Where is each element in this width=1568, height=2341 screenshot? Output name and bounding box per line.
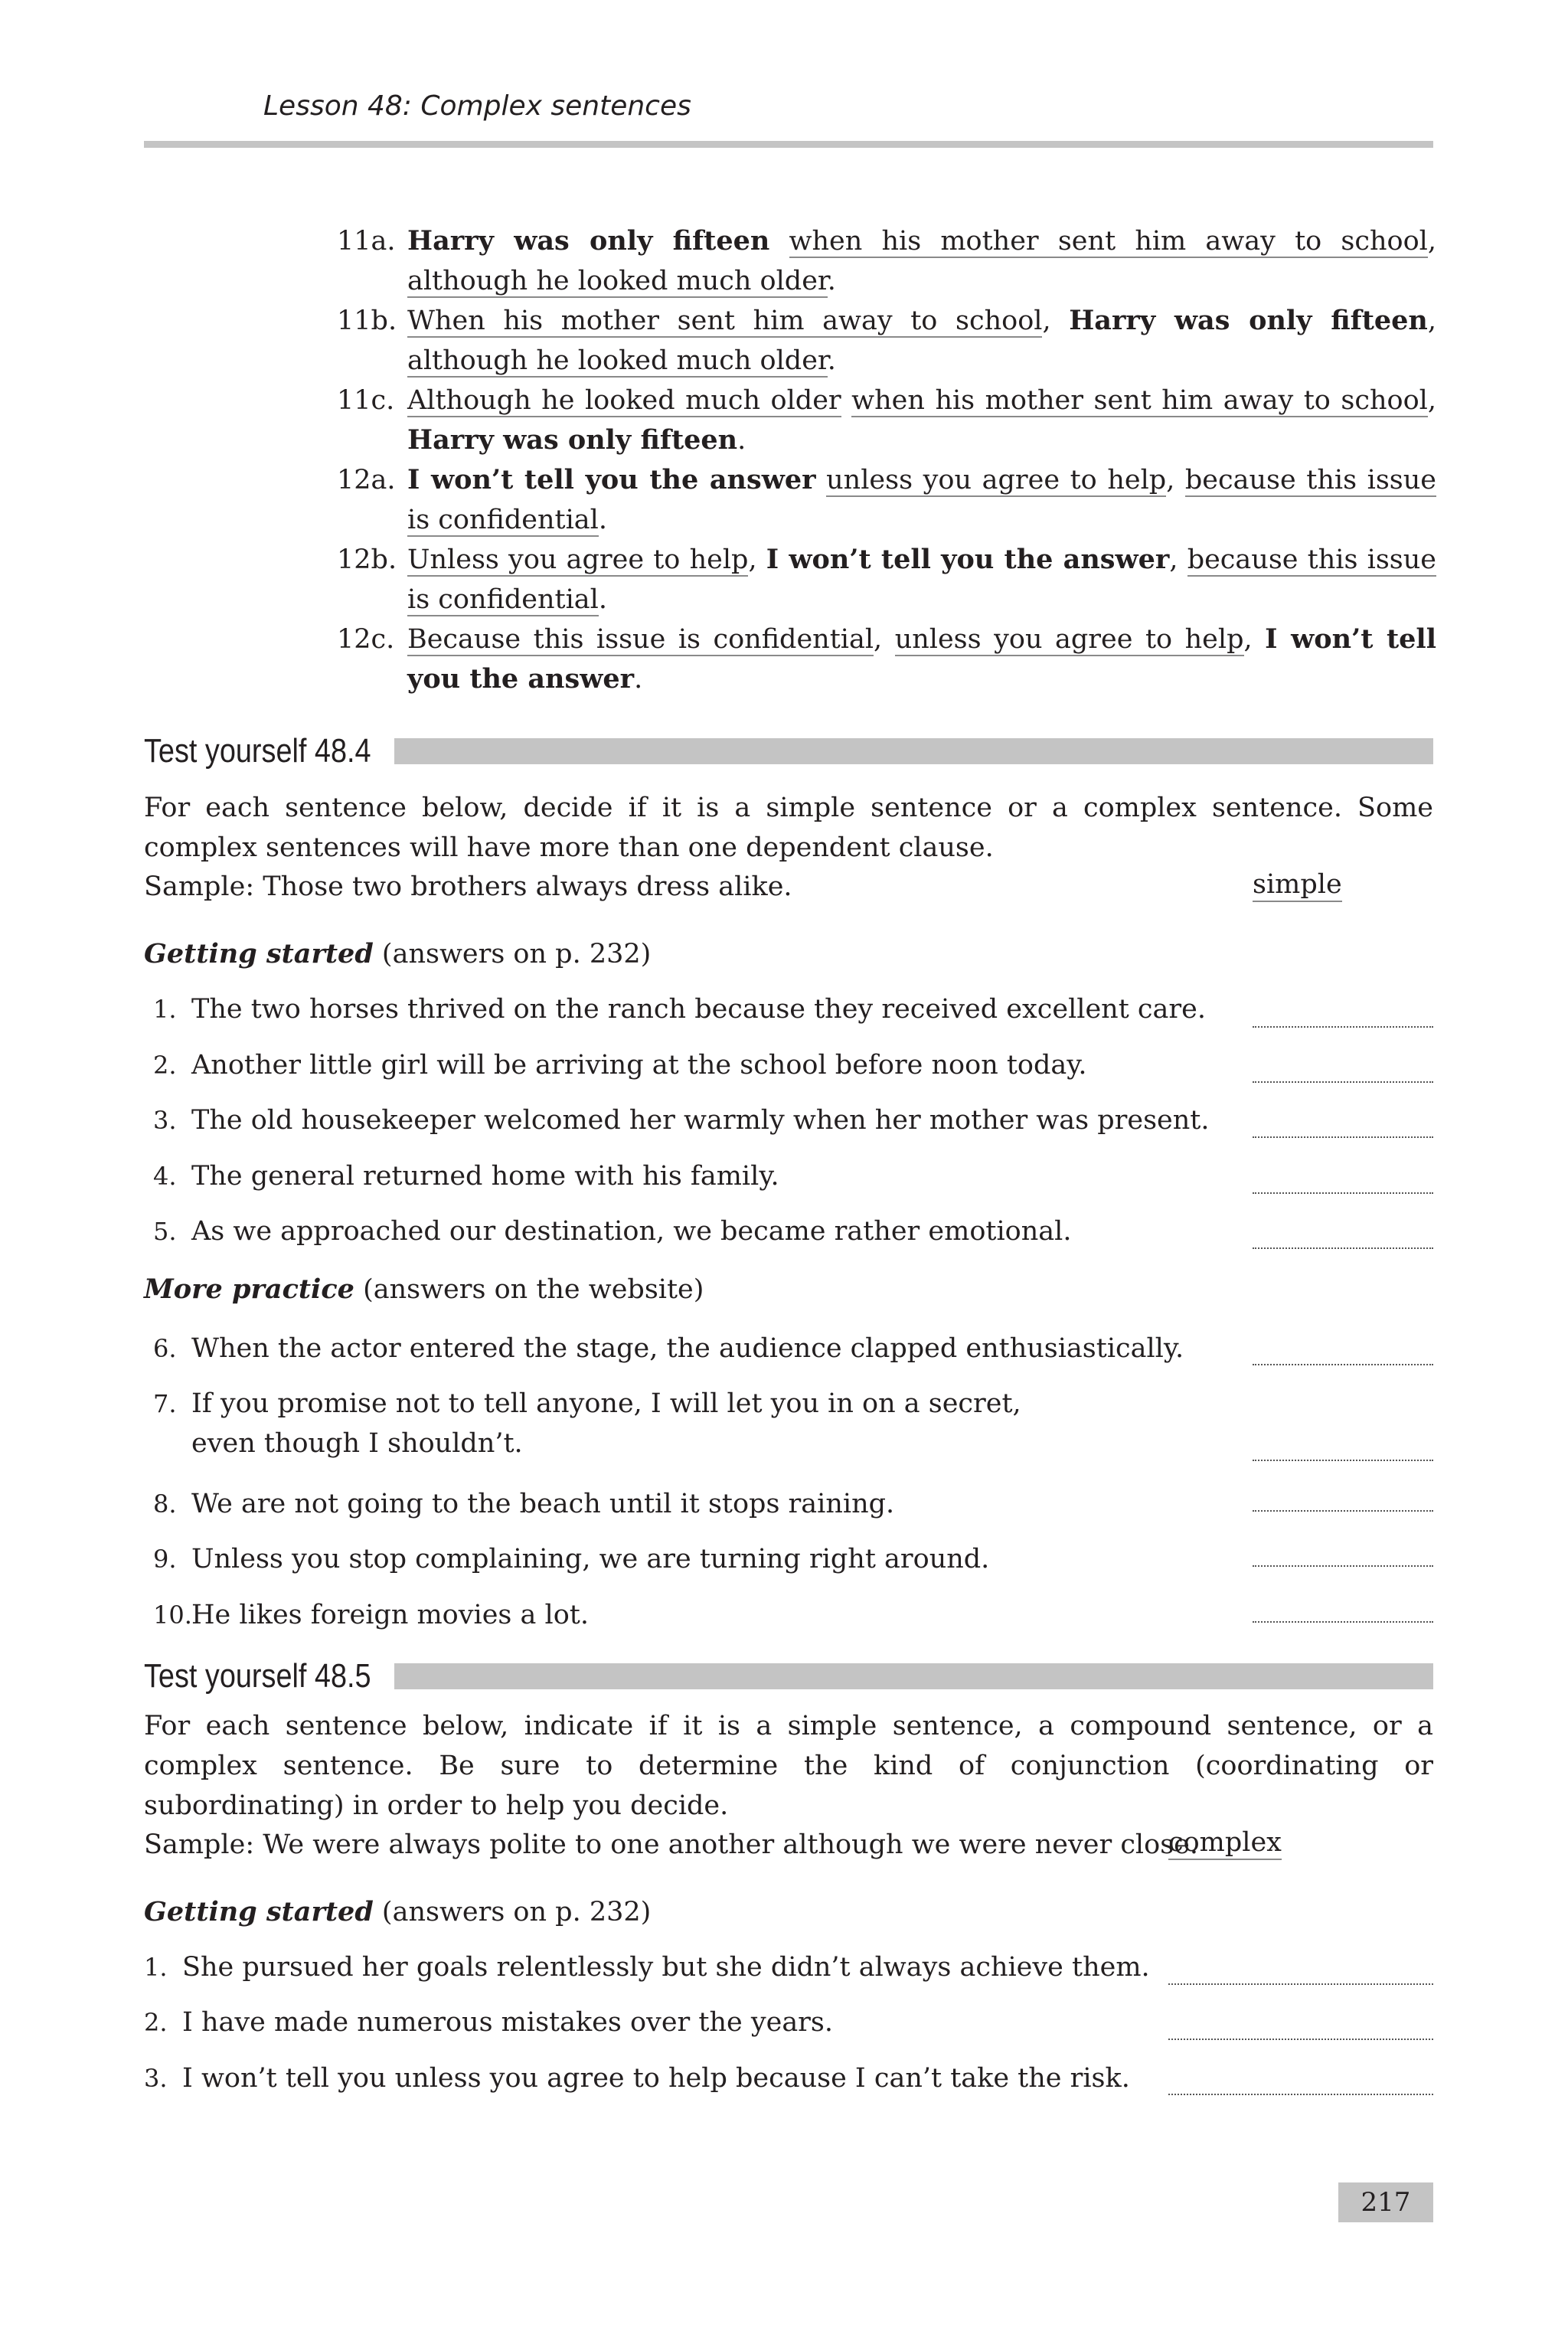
item-sentence: If you promise not to tell anyone, I will let you in on a secret, xyxy=(191,1388,1021,1419)
exercise-item xyxy=(153,1329,1184,1368)
exercise-item xyxy=(153,1045,1087,1085)
punctuation xyxy=(816,465,827,495)
punctuation: , xyxy=(748,544,766,575)
item-sentence: Another little girl will be arriving at the school before noon today. xyxy=(191,1050,1087,1081)
dependent-clause: Although he looked much older xyxy=(407,385,841,416)
example-text xyxy=(407,221,1436,301)
item-number: 10. xyxy=(153,1600,192,1630)
answer-blank[interactable] xyxy=(1253,1510,1433,1512)
answer-blank[interactable] xyxy=(1253,1136,1433,1138)
sample-sentence: Sample: We were always polite to one another although we were never close. xyxy=(144,1829,1198,1860)
item-number: 1. xyxy=(153,995,177,1024)
section-bar xyxy=(394,738,1433,764)
example-number: 12b. xyxy=(337,544,397,575)
punctuation: . xyxy=(827,345,836,376)
dependent-clause: although he looked much older xyxy=(407,345,828,376)
main-clause: Harry was only fifteen xyxy=(1069,305,1428,336)
punctuation: . xyxy=(827,266,836,296)
section-title: Test yourself 48.5 xyxy=(144,1657,371,1695)
example-text xyxy=(407,381,1436,460)
header-rule xyxy=(144,141,1433,148)
item-sentence-continued: even though I shouldn’t. xyxy=(191,1428,523,1459)
example-text xyxy=(407,301,1436,381)
punctuation xyxy=(841,385,852,416)
item-sentence: The general returned home with his family. xyxy=(191,1161,779,1192)
item-number: 4. xyxy=(153,1162,177,1191)
answer-blank[interactable] xyxy=(1253,1364,1433,1365)
punctuation: , xyxy=(1169,544,1187,575)
dependent-clause: when his mother sent him away to school xyxy=(789,226,1428,257)
item-sentence: When the actor entered the stage, the audience clapped enthusiastically. xyxy=(191,1333,1184,1364)
item-sentence: The old housekeeper welcomed her warmly when her mother was present. xyxy=(191,1105,1210,1136)
answer-blank[interactable] xyxy=(1168,2094,1433,2095)
sample-answer: simple xyxy=(1253,868,1342,902)
example-number: 12a. xyxy=(337,465,396,495)
punctuation: . xyxy=(634,664,643,695)
dependent-clause: Unless you agree to help xyxy=(407,544,749,575)
item-sentence: I won’t tell you unless you agree to help because I can’t take the risk. xyxy=(182,2063,1130,2094)
answer-blank[interactable] xyxy=(1253,1621,1433,1623)
punctuation: , xyxy=(874,624,895,655)
more-practice-heading: More practice (answers on the website) xyxy=(144,1273,704,1305)
running-header: Lesson 48: Complex sentences xyxy=(263,90,691,122)
exercise-item xyxy=(144,1947,1150,1987)
sample-answer: complex xyxy=(1168,1826,1282,1860)
example-number: 12c. xyxy=(337,624,395,655)
exercise-item xyxy=(153,1211,1071,1251)
answer-blank[interactable] xyxy=(1253,1247,1433,1249)
answer-blank[interactable] xyxy=(1253,1026,1433,1028)
main-clause: Harry was only fifteen xyxy=(407,225,770,257)
example-3 xyxy=(337,460,1436,540)
section-title: Test yourself 48.4 xyxy=(144,732,371,770)
exercise-item xyxy=(153,1100,1209,1140)
example-1 xyxy=(337,301,1436,381)
dependent-clause: Because this issue is confidential xyxy=(407,624,874,655)
example-text xyxy=(407,460,1436,540)
exercise-item xyxy=(153,989,1206,1029)
example-5 xyxy=(337,620,1436,699)
example-2 xyxy=(337,381,1436,460)
section-bar xyxy=(394,1663,1433,1689)
instructions-48-4: For each sentence below, decide if it is a simple sentence or a complex sentence. Some complex sentences will have more than one dependent clause. xyxy=(144,793,1433,863)
main-clause: Harry was only fifteen xyxy=(407,424,738,456)
dependent-clause: when his mother sent him away to school xyxy=(851,385,1428,416)
exercise-item xyxy=(144,2058,1130,2098)
dependent-clause: although he looked much older xyxy=(407,266,828,296)
dependent-clause: because this issue is confidential xyxy=(407,465,1437,535)
example-sentences xyxy=(337,221,1436,699)
dependent-clause: unless you agree to help xyxy=(894,624,1244,655)
answer-blank[interactable] xyxy=(1168,2039,1433,2040)
exercise-item xyxy=(144,2003,833,2042)
section-header-48-4 xyxy=(144,732,1433,770)
item-number: 6. xyxy=(153,1334,177,1363)
item-number: 2. xyxy=(153,1051,177,1080)
item-number: 9. xyxy=(153,1545,177,1574)
punctuation: , xyxy=(1042,306,1070,336)
example-0 xyxy=(337,221,1436,301)
main-clause: I won’t tell you the answer xyxy=(766,544,1170,575)
example-number: 11b. xyxy=(337,306,397,336)
item-number: 7. xyxy=(153,1389,177,1418)
dependent-clause: because this issue is confidential xyxy=(407,544,1436,615)
item-sentence: As we approached our destination, we became rather emotional. xyxy=(191,1216,1072,1247)
main-clause: I won’t tell you the answer xyxy=(407,623,1436,695)
example-text xyxy=(407,620,1436,699)
punctuation: . xyxy=(598,505,607,535)
example-4 xyxy=(337,540,1436,620)
item-sentence: Unless you stop complaining, we are turning right around. xyxy=(191,1544,990,1574)
item-sentence: The two horses thrived on the ranch because they received excellent care. xyxy=(191,994,1206,1025)
item-sentence: I have made numerous mistakes over the years. xyxy=(182,2007,833,2038)
item-number: 3. xyxy=(144,2064,168,2093)
main-clause: I won’t tell you the answer xyxy=(407,464,816,495)
section-header-48-5 xyxy=(144,1657,1433,1695)
answer-blank[interactable] xyxy=(1253,1460,1433,1461)
item-number: 5. xyxy=(153,1217,177,1246)
punctuation: . xyxy=(598,584,607,615)
item-sentence: She pursued her goals relentlessly but she didn’t always achieve them. xyxy=(182,1952,1150,1983)
sample-sentence: Sample: Those two brothers always dress alike. xyxy=(144,871,792,902)
exercise-item xyxy=(153,1539,989,1579)
exercise-item xyxy=(153,1156,779,1196)
punctuation: , xyxy=(1243,624,1266,655)
answer-blank[interactable] xyxy=(1253,1081,1433,1083)
getting-started-heading: Getting started (answers on p. 232) xyxy=(144,1896,652,1927)
punctuation xyxy=(769,226,789,257)
exercise-item xyxy=(153,1595,589,1635)
punctuation: , xyxy=(1427,306,1437,336)
instructions-48-5: For each sentence below, indicate if it is a simple sentence, a compound sentence, or a complex sentence. Be sure to determine the kind of conjunction (coordinating or subordinating) in order to help you decide. xyxy=(144,1711,1433,1821)
exercise-item xyxy=(153,1384,1021,1463)
example-text xyxy=(407,540,1436,620)
item-number: 3. xyxy=(153,1106,177,1135)
answer-blank[interactable] xyxy=(1168,1983,1433,1985)
punctuation: , xyxy=(1166,465,1185,495)
dependent-clause: unless you agree to help xyxy=(826,465,1167,495)
punctuation: , xyxy=(1427,226,1437,257)
answer-blank[interactable] xyxy=(1253,1192,1433,1194)
page-number: 217 xyxy=(1338,2182,1433,2222)
exercise-item xyxy=(153,1484,894,1524)
punctuation: . xyxy=(737,425,746,456)
item-number: 2. xyxy=(144,2008,168,2037)
item-number: 1. xyxy=(144,1953,168,1982)
answer-blank[interactable] xyxy=(1253,1565,1433,1567)
example-number: 11c. xyxy=(337,385,395,416)
punctuation: , xyxy=(1427,385,1436,416)
getting-started-heading: Getting started (answers on p. 232) xyxy=(144,938,652,969)
item-number: 8. xyxy=(153,1489,177,1519)
dependent-clause: When his mother sent him away to school xyxy=(407,306,1043,336)
item-sentence: We are not going to the beach until it stops raining. xyxy=(191,1489,895,1519)
example-number: 11a. xyxy=(337,226,396,257)
item-sentence: He likes foreign movies a lot. xyxy=(191,1600,589,1630)
